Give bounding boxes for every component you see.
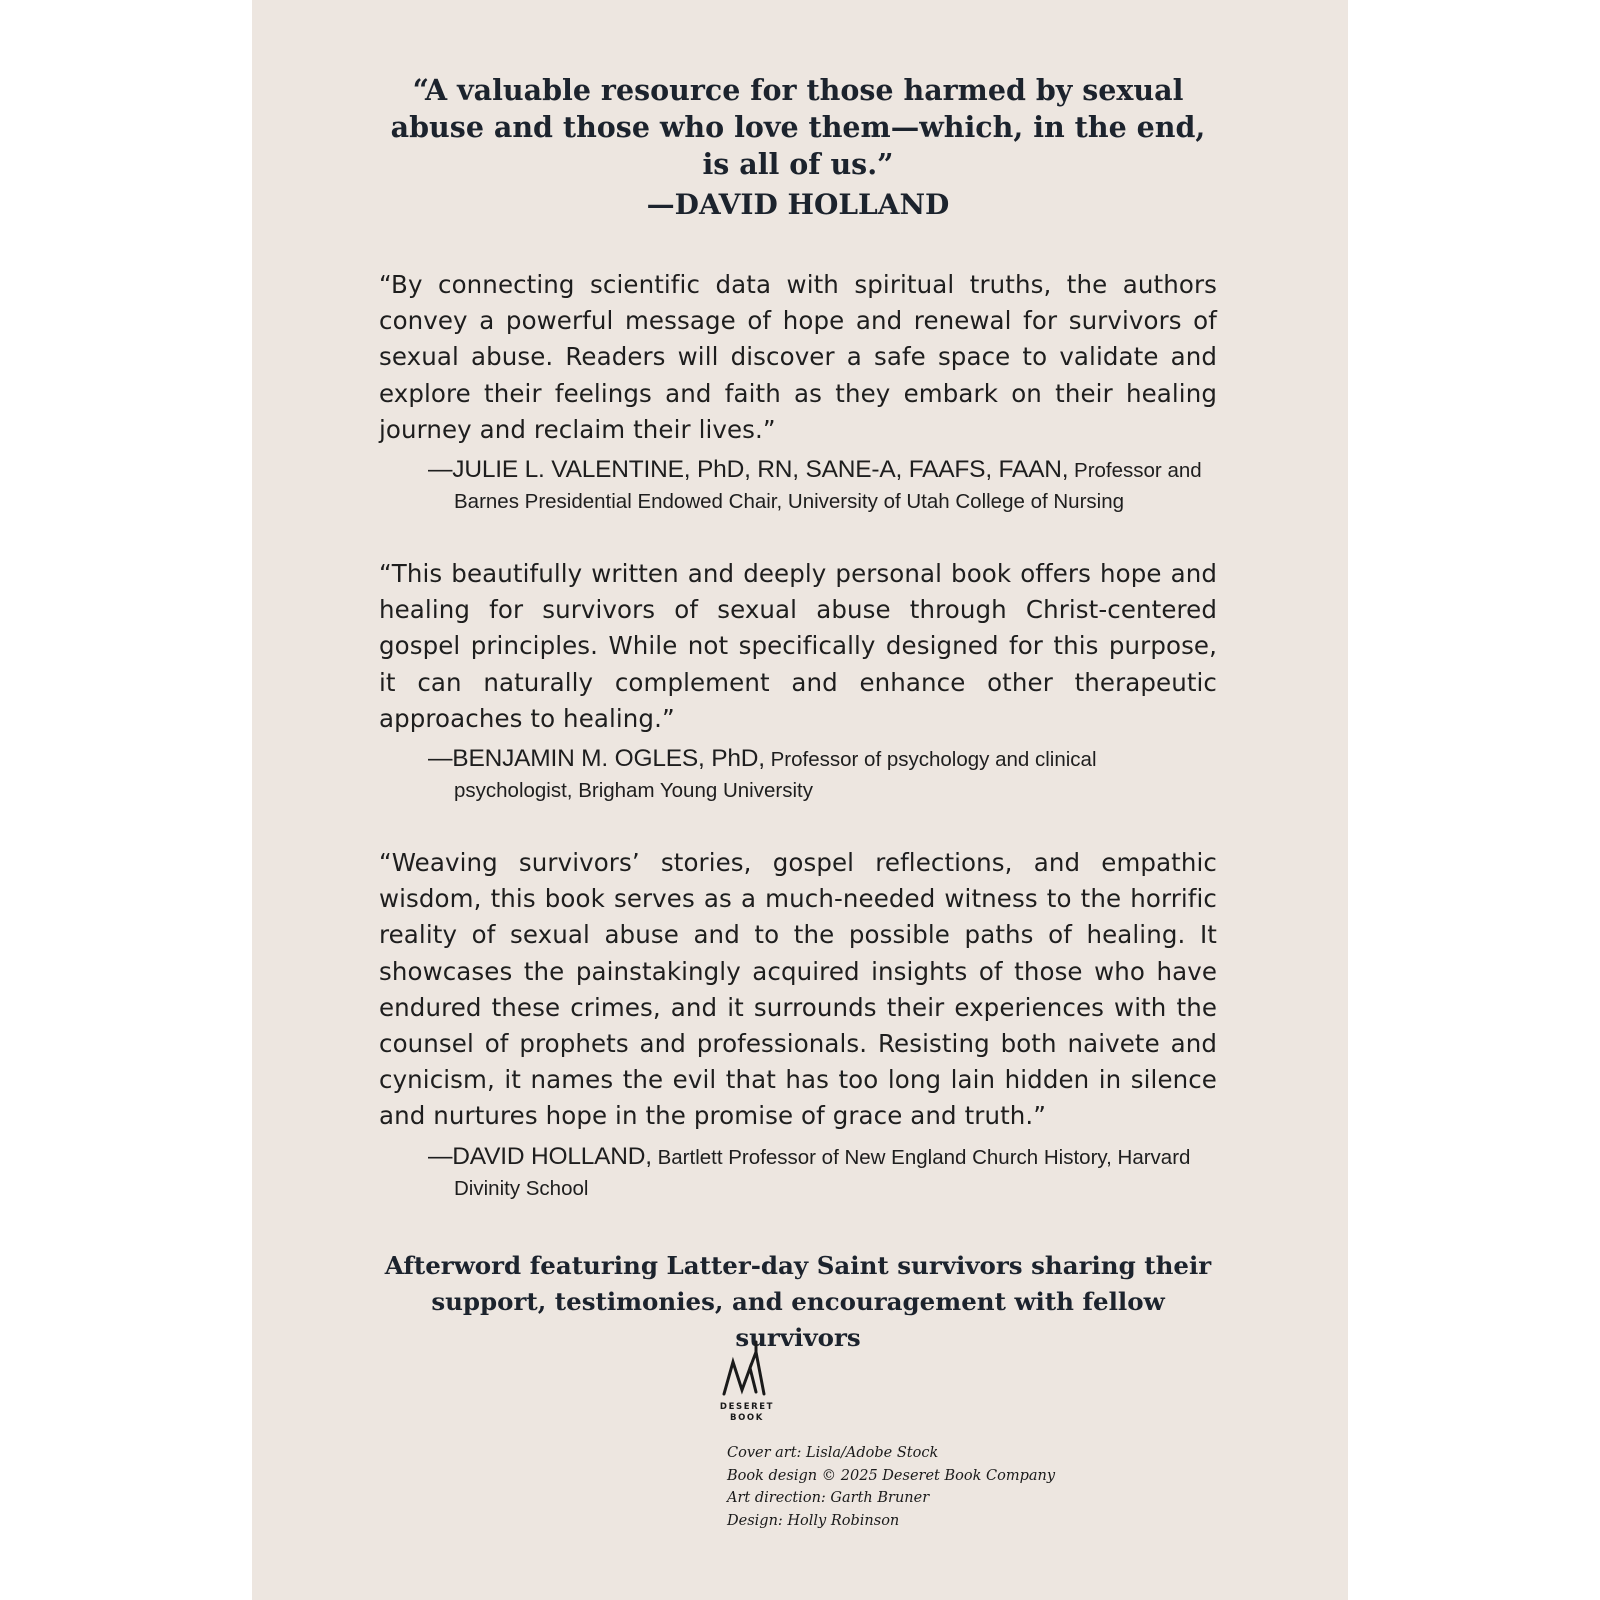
publisher-name	[712, 1402, 782, 1424]
back-cover	[252, 0, 1348, 1600]
endorser-name: —BENJAMIN M. OGLES, PhD,	[428, 745, 765, 773]
publisher-logo	[712, 1338, 782, 1424]
cover-content	[379, 72, 1217, 1356]
endorsement-attribution-valentine	[428, 454, 1217, 517]
deseret-book-spires-icon	[720, 1338, 774, 1398]
endorsement-quote-ogles: “This beautifully written and deeply personal book offers hope and healing for survivors of sexual abuse through Christ-centered gospel principles. While not specifically designed for this purpose, it can naturally complement and enhance other therapeutic approaches to healing.”	[379, 559, 1217, 733]
credit-line: Design: Holly Robinson	[727, 1512, 900, 1529]
endorsement-quote-holland: “Weaving survivors’ stories, gospel reflections, and empathic wisdom, this book serves as a much-needed witness to the horrific reality of sexual abuse and to the possible paths of healing. It showcases the painstakingly acquired insights of those who have endured these crimes, and it surrounds their experiences with the counsel of prophets and professionals. Resisting both naivete and cynicism, it names the evil that has too long lain hidden in silence and nurtures hope in the promise of grace and truth.”	[379, 848, 1217, 1131]
afterword-note: Afterword featuring Latter-day Saint survivors sharing their support, testimonies, and encouragement with fellow survivors	[384, 1250, 1212, 1352]
lead-quote-attribution: —DAVID HOLLAND	[646, 188, 950, 221]
credit-line: Cover art: Lisla/Adobe Stock	[727, 1445, 939, 1461]
credit-line: Book design © 2025 Deseret Book Company	[727, 1467, 1056, 1484]
endorser-title: Professor and Barnes Presidential Endowed Chair, University of Utah College of Nursing	[454, 459, 1202, 514]
endorsement-quote-valentine: “By connecting scientific data with spiritual truths, the authors convey a powerful message of hope and renewal for survivors of sexual abuse. Readers will discover a safe space to validate and explore their feelings and faith as they embark on their healing journey and reclaim their lives.”	[379, 270, 1217, 444]
endorser-title: Professor of psychology and clinical psychologist, Brigham Young University	[454, 748, 1097, 803]
publisher-name-line2: BOOK	[730, 1413, 764, 1423]
endorsement-attribution-ogles	[428, 743, 1217, 806]
endorser-name: —JULIE L. VALENTINE, PhD, RN, SANE-A, FAAFS, FAAN,	[428, 456, 1069, 484]
credit-line: Art direction: Garth Bruner	[727, 1490, 930, 1506]
publisher-name-line1: DESERET	[719, 1402, 775, 1412]
lead-quote: “A valuable resource for those harmed by sexual abuse and those who love them—which, in the end, is all of us.”	[390, 73, 1206, 181]
design-credits	[727, 1442, 1055, 1532]
endorsement-attribution-holland	[428, 1141, 1217, 1204]
endorser-name: —DAVID HOLLAND,	[428, 1142, 652, 1170]
endorser-title: Bartlett Professor of New England Church History, Harvard Divinity School	[454, 1145, 1191, 1200]
